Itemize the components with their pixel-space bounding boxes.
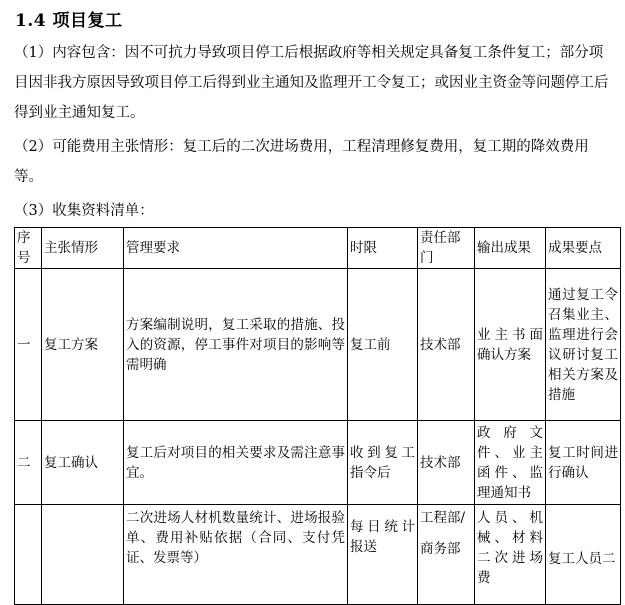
- header-cell-case: 主张情形: [42, 228, 124, 269]
- row-case: 复工方案: [42, 269, 124, 421]
- header-cell-key-points: 成果要点: [546, 228, 621, 269]
- materials-table: [14, 227, 621, 605]
- row-case: 复工确认: [42, 421, 124, 505]
- table-row: [15, 269, 621, 421]
- row-department: [418, 505, 475, 605]
- row-time-limit: 收到复工指令后: [348, 421, 418, 505]
- paragraph-cost-claims: （2）可能费用主张情形：复工后的二次进场费用，工程清理修复费用，复工期的降效费用等。: [14, 139, 589, 185]
- table-row: [15, 421, 621, 505]
- row-requirement: 复工后对项目的相关要求及需注意事宜。: [124, 421, 348, 505]
- section-heading: 1.4 项目复工: [15, 11, 123, 31]
- row-department-line-1: 工程部/: [420, 510, 466, 526]
- header-cell-requirement: 管理要求: [124, 228, 348, 269]
- row-department: 技术部: [418, 421, 475, 505]
- row-output: 业主书面确认方案: [475, 269, 546, 421]
- row-number: 一: [15, 269, 42, 421]
- row-case: [42, 505, 124, 605]
- row-requirement: 二次进场人材机数量统计、进场报验单、费用补贴依据（合同、支付凭证、发票等）: [124, 505, 348, 605]
- row-number: [15, 505, 42, 605]
- row-department: 技术部: [418, 269, 475, 421]
- row-key-points: 通过复工令召集业主、监理进行会议研讨复工相关方案及措施: [546, 269, 621, 421]
- row-time-limit: 每日统计报送: [348, 505, 418, 605]
- header-cell-no: 序号: [15, 228, 42, 269]
- paragraph-scope: （1）内容包含：因不可抗力导致项目停工后根据政府等相关规定具备复工条件复工；部分项目因非我方原因导致项目停工后得到业主通知及监理开工令复工；或因业主资金等问题停工后得到业主通知复工。: [14, 45, 609, 121]
- header-cell-output: 输出成果: [475, 228, 546, 269]
- row-key-points: 复工人员二: [546, 505, 621, 605]
- row-department-line-2: 商务部: [420, 541, 461, 557]
- row-output: 人员、机械、材料二次进场费: [475, 505, 546, 605]
- table-header-row: [15, 228, 621, 269]
- row-time-limit: 复工前: [348, 269, 418, 421]
- paragraph-checklist-intro: （3）收集资料清单：: [14, 203, 154, 219]
- header-cell-time-limit: 时限: [348, 228, 418, 269]
- header-cell-department: 责任部门: [418, 228, 475, 269]
- row-key-points: 复工时间进行确认: [546, 421, 621, 505]
- row-requirement: 方案编制说明，复工采取的措施、投入的资源，停工事件对项目的影响等需明确: [124, 269, 348, 421]
- row-number: 二: [15, 421, 42, 505]
- table-row: [15, 505, 621, 605]
- row-output: 政府文件、业主函件、监理通知书: [475, 421, 546, 505]
